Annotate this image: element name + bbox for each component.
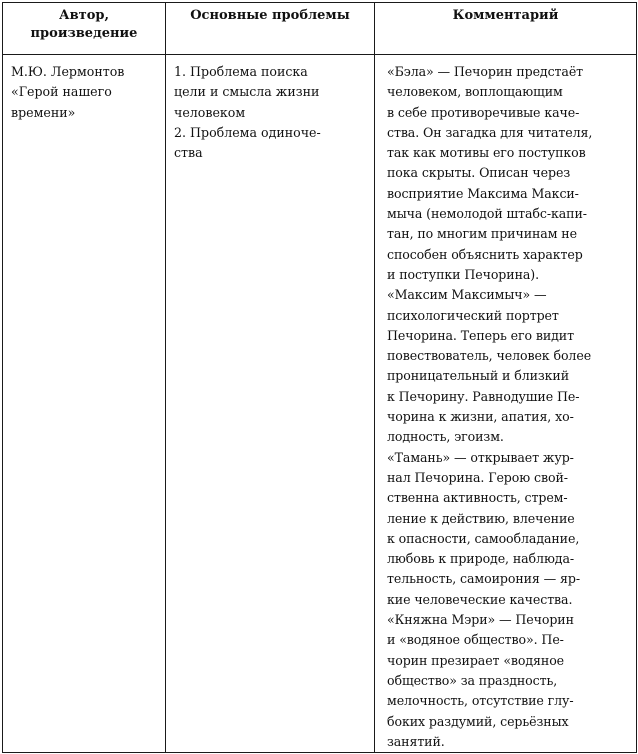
- text-line: «Максим Максимыч» —: [387, 287, 547, 303]
- header-text-line: Основные проблемы: [190, 8, 350, 23]
- commentary-text: [387, 62, 630, 752]
- literature-table: [2, 2, 637, 753]
- text-line: Печорина. Теперь его видит: [387, 327, 574, 343]
- text-line: тельность, самоирония — яр-: [387, 571, 581, 587]
- text-line: ление к действию, влечение: [387, 510, 575, 526]
- header-main-problems: [166, 3, 375, 55]
- cell-problems: [166, 55, 375, 753]
- text-line: кие человеческие качества.: [387, 591, 573, 607]
- text-line: М.Ю. Лермонтов: [11, 64, 125, 79]
- text-line: повествователь, человек более: [387, 348, 592, 364]
- text-line: к Печорину. Равнодушие Пе-: [387, 388, 580, 404]
- text-line: боких раздумий, серьёзных: [387, 713, 569, 729]
- text-line: «Герой нашего: [11, 84, 112, 100]
- text-line: цели и смысла жизни: [174, 84, 320, 100]
- text-line: ства: [174, 145, 203, 161]
- table-header: [3, 3, 637, 55]
- text-line: чорин презирает «водяное: [387, 652, 565, 668]
- text-line: нал Печорина. Герою свой-: [387, 469, 568, 485]
- text-line: тан, по многим причинам не: [387, 226, 577, 242]
- text-line: человеком, воплощающим: [387, 84, 563, 100]
- text-line: общество» за праздность,: [387, 672, 558, 688]
- header-text-line: Автор,: [59, 8, 109, 23]
- author-text: [11, 62, 159, 123]
- header-commentary: [375, 3, 637, 55]
- text-line: способен объяснить характер: [387, 246, 583, 262]
- text-line: мыча (немолодой штабс-капи-: [387, 206, 587, 222]
- text-line: в себе противоречивые каче-: [387, 104, 580, 120]
- text-line: пока скрыты. Описан через: [387, 165, 571, 181]
- text-line: занятий.: [387, 733, 445, 749]
- text-line: чорина к жизни, апатия, хо-: [387, 409, 574, 425]
- text-line: времени»: [11, 104, 76, 120]
- text-line: психологический портрет: [387, 307, 559, 323]
- header-text-line: Комментарий: [452, 8, 559, 23]
- text-line: любовь к природе, наблюда-: [387, 551, 575, 567]
- text-line: 2. Проблема одиноче-: [174, 124, 321, 140]
- problems-text: [174, 62, 368, 163]
- table-body: [3, 55, 637, 753]
- text-line: ственна активность, стрем-: [387, 490, 568, 506]
- table-row: [3, 55, 637, 753]
- text-line: восприятие Максима Макси-: [387, 185, 579, 201]
- header-author-work: [3, 3, 166, 55]
- text-line: мелочность, отсутствие глу-: [387, 693, 574, 709]
- text-line: так как мотивы его поступков: [387, 145, 586, 161]
- text-line: ства. Он загадка для читателя,: [387, 124, 593, 140]
- text-line: к опасности, самообладание,: [387, 530, 580, 546]
- cell-commentary: [375, 55, 637, 753]
- text-line: человеком: [174, 104, 246, 120]
- header-row: [3, 3, 637, 55]
- cell-author-work: [3, 55, 166, 753]
- text-line: и «водяное общество». Пе-: [387, 632, 564, 648]
- text-line: и поступки Печорина).: [387, 266, 539, 282]
- text-line: 1. Проблема поиска: [174, 64, 308, 79]
- text-line: «Бэла» — Печорин предстаёт: [387, 64, 584, 79]
- text-line: «Княжна Мэри» — Печорин: [387, 612, 574, 628]
- text-line: лодность, эгоизм.: [387, 429, 504, 445]
- header-text-line: произведение: [30, 26, 138, 41]
- text-line: «Тамань» — открывает жур-: [387, 449, 574, 465]
- text-line: проницательный и близкий: [387, 368, 570, 384]
